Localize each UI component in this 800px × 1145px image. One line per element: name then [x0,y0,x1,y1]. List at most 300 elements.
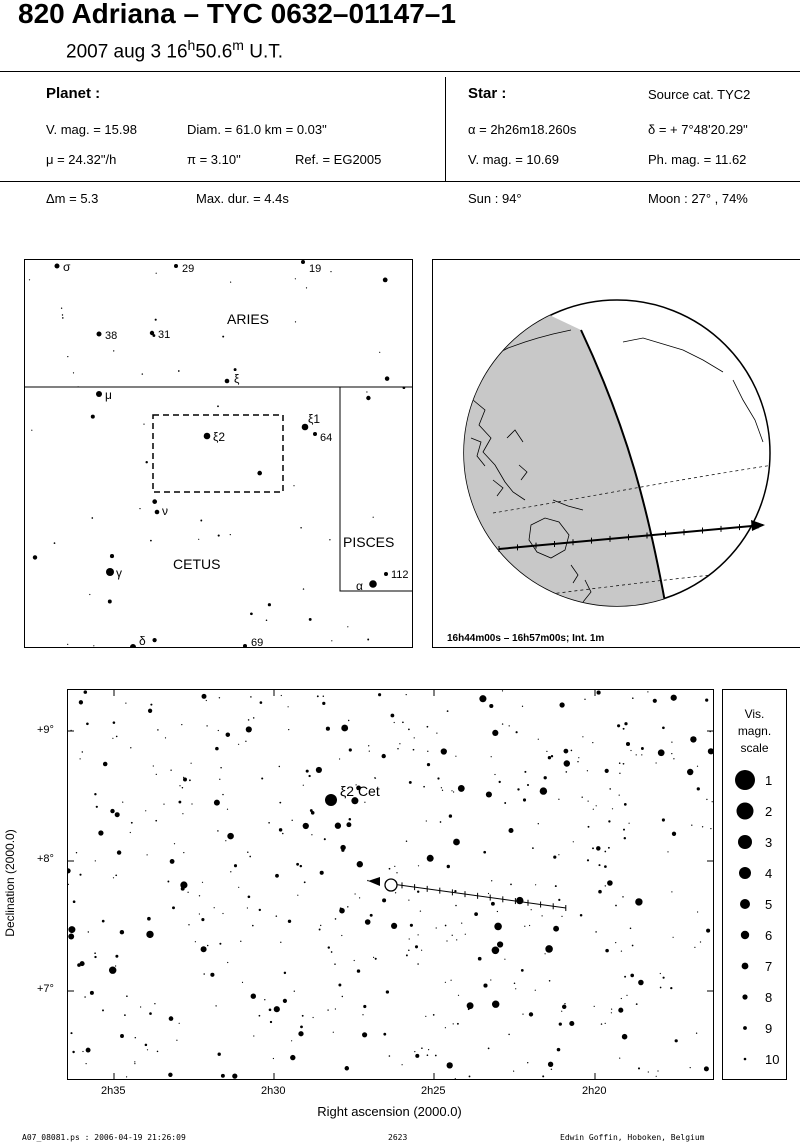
star-69 [243,644,247,647]
star-label-xi: ξ [234,372,240,386]
field-star [91,415,95,419]
field-star [147,1049,148,1050]
globe-svg [433,260,800,647]
field-star [596,805,597,806]
field-star [348,720,349,721]
field-star [605,885,606,886]
field-star [425,1016,426,1017]
field-star [461,923,462,924]
field-star [408,949,410,951]
field-star [671,891,672,892]
field-star [421,950,422,951]
field-star [170,859,175,864]
field-star [238,887,239,888]
field-star [402,1064,403,1065]
field-star [565,771,567,773]
field-star [269,1008,272,1011]
star-label-112: 112 [391,569,409,581]
field-star [369,751,370,752]
field-star [564,1003,565,1004]
field-star [218,730,219,731]
field-star [559,702,564,707]
field-star [414,737,415,738]
field-star [673,937,674,938]
field-star [584,699,585,700]
field-star [630,750,631,751]
field-star [697,911,698,912]
field-star [623,728,625,730]
field-star [418,934,419,935]
field-star [273,1058,274,1059]
field-star [257,471,262,476]
field-star [437,777,439,779]
field-star [497,941,503,947]
field-star [359,897,360,898]
field-star [541,915,542,916]
star-label-64: 64 [320,432,333,444]
field-star [455,1078,456,1079]
ytick-9: +9° [37,724,54,736]
field-star [694,947,695,948]
field-star [279,766,280,767]
field-star [201,918,204,921]
field-star [311,811,315,815]
field-star [712,801,713,802]
field-star [113,350,114,351]
field-star [113,877,114,878]
field-star [385,376,390,381]
field-star [414,1051,415,1052]
label-cetus: CETUS [173,556,221,572]
field-star [621,951,622,952]
field-star [331,951,333,953]
field-star [113,721,116,724]
field-star [335,918,337,920]
field-star [516,731,518,733]
field-star [558,899,560,901]
field-star [293,485,294,486]
field-star [548,1062,553,1067]
field-star [427,855,434,862]
field-star [54,542,56,544]
field-star [198,539,199,540]
field-star [453,839,460,846]
field-star [238,744,239,745]
field-star [183,778,187,782]
field-star [521,969,524,972]
field-star [615,942,616,943]
field-star [215,747,219,751]
field-star [548,756,551,759]
field-star [183,852,184,853]
field-star [82,751,83,752]
field-star [251,994,256,999]
field-star [288,706,289,707]
field-star [542,1075,544,1077]
field-star [300,1026,303,1029]
star-label-19: 19 [309,263,322,275]
field-star [355,893,356,894]
field-star [122,801,123,802]
field-star [624,837,626,839]
field-star [80,758,81,759]
field-star [523,798,526,801]
magnitude-scale [722,689,787,1080]
field-star [250,696,252,698]
field-star [671,753,672,754]
field-star [394,866,395,867]
star-label-xi1: ξ1 [308,412,321,426]
field-star [288,729,289,730]
field-star [706,929,710,933]
field-star [217,405,219,407]
field-star [187,892,188,893]
field-star [373,957,374,958]
star-source-catalog: Source cat. TYC2 [648,87,751,102]
field-star [540,787,547,794]
star-xi [225,379,230,384]
field-star [297,895,298,896]
field-star [31,430,32,431]
field-star [67,356,68,357]
field-star [179,785,180,786]
field-star [467,1002,474,1009]
field-star [623,763,625,765]
field-star [672,832,676,836]
field-star [163,804,164,805]
field-star [134,1061,135,1062]
field-star [154,1003,155,1004]
field-star [155,820,157,822]
field-star [346,822,351,827]
field-star [199,895,200,896]
field-star [329,539,330,540]
field-star [391,714,395,718]
field-star [569,1021,574,1026]
field-star [234,864,237,867]
field-star [488,893,489,894]
field-star [379,352,380,353]
field-star [632,945,634,947]
field-star [491,756,492,757]
field-star [588,801,589,802]
event-datetime: 2007 aug 3 16$^h$50.6$^m$ U.T. [66,37,284,63]
field-star [423,786,425,788]
field-star [488,1048,490,1050]
field-star [62,314,63,315]
field-star [181,887,185,891]
field-star [95,860,96,861]
field-star [474,912,478,916]
star-gamma [106,568,114,576]
field-star [670,987,672,989]
field-star [612,808,613,809]
field-star [710,828,711,829]
field-star [126,995,128,997]
field-star [115,965,116,966]
field-star [587,859,589,861]
field-star [524,926,525,927]
field-star [259,909,261,911]
field-star [108,600,112,604]
field-star [333,1032,334,1033]
star-31 [150,331,154,335]
field-star [608,847,610,849]
field-star [202,882,203,883]
field-star [592,742,593,743]
field-star [513,1071,514,1072]
field-star [611,1009,612,1010]
field-star [700,941,701,942]
field-star [456,939,457,940]
field-star [120,1034,124,1038]
footer-file: A07_08081.ps : 2006-04-19 21:26:09 [22,1133,186,1142]
field-star [219,943,221,945]
field-star [417,890,419,892]
field-star [491,902,495,906]
field-star [555,885,557,887]
field-star [618,1008,623,1013]
field-star [605,769,609,773]
field-star [406,694,407,695]
field-star [29,279,30,280]
field-star [691,825,692,826]
star-19 [301,260,305,264]
field-star [222,794,223,795]
field-star [179,1023,180,1024]
field-star [465,934,466,935]
field-star [450,980,451,981]
star-sigma [55,264,60,269]
field-star [628,823,629,824]
field-star [598,890,602,894]
field-star [245,741,246,742]
field-star [632,697,634,699]
field-star [225,840,226,841]
field-star [421,1047,423,1049]
magnitude-dot-2 [737,803,754,820]
field-star [531,909,532,910]
field-star [195,941,196,942]
globe-visibility-map [432,259,800,648]
field-star [417,963,419,965]
field-star [168,1073,172,1077]
detail-chart-xlabel: Right ascension (2000.0) [317,1104,462,1119]
field-star [266,620,268,622]
field-star [78,386,79,387]
field-star [109,966,116,973]
field-star [577,761,578,762]
field-star [331,640,332,641]
field-star [176,1040,177,1041]
field-star [115,812,120,817]
magnitude-label-4: 4 [765,866,773,881]
field-star [143,424,144,425]
field-star [638,980,644,986]
field-star [522,1013,523,1014]
field-star [436,927,437,928]
field-star [283,999,287,1003]
field-star [617,724,620,727]
field-star [84,996,86,998]
field-star [375,777,376,778]
field-star [189,779,191,781]
field-star [222,913,223,914]
field-star [483,851,486,854]
field-star [490,979,491,980]
field-star [306,287,307,288]
field-star [561,916,562,917]
field-star [335,823,341,829]
field-star [697,766,698,767]
field-star [447,865,450,868]
field-star [317,695,319,697]
field-star [227,833,234,840]
field-star [230,871,231,872]
field-star [319,929,321,931]
field-star [270,1021,272,1023]
field-star [281,695,282,696]
field-star [303,785,304,786]
field-star [94,952,96,954]
field-star [657,1070,658,1071]
field-star [89,594,90,595]
detail-chart-svg [68,690,713,1079]
field-star [268,822,270,824]
field-star [494,923,502,931]
field-star [671,741,672,742]
field-star [453,791,454,792]
field-star [435,1055,437,1057]
field-star [406,840,407,841]
field-star [454,890,456,892]
magnitude-label-2: 2 [765,804,773,819]
field-star [234,368,237,371]
magnitude-dot-6 [741,931,749,939]
field-star [594,1006,595,1007]
field-star [117,850,121,854]
field-star [345,1066,350,1071]
star-label-mu: μ [105,388,112,402]
field-star [200,520,202,522]
divider-top [0,71,800,72]
field-star [240,941,241,942]
field-star [433,1014,435,1016]
sun-altitude: Sun : 94° [468,191,522,206]
field-star [115,874,117,876]
field-star [535,884,536,885]
field-star [486,791,492,797]
field-star [559,1022,562,1025]
field-star [558,799,559,800]
star-label-38: 38 [105,330,118,342]
footer-author: Edwin Goffin, Hoboken, Belgium [560,1133,705,1142]
field-star [671,695,677,701]
field-star [675,1039,678,1042]
magnitude-scale-title: Vis. magn. scale [737,707,772,755]
field-star [68,884,69,885]
field-star [660,973,661,974]
field-star [491,880,492,881]
field-star [167,881,169,883]
field-star [445,1027,446,1028]
star-label-alpha: α [356,579,363,593]
field-star [604,865,607,868]
field-star [619,762,621,764]
field-star [704,1066,709,1071]
field-star [508,1034,510,1036]
field-star [544,776,547,779]
field-star [220,767,221,768]
field-star [246,726,252,732]
field-star [203,973,205,975]
field-star [341,935,342,936]
field-star [276,915,278,917]
field-star [378,693,381,696]
field-star [115,955,118,958]
field-star [546,751,547,752]
field-star [605,949,609,953]
field-star [153,765,154,766]
field-star [157,1051,159,1053]
ytick-8: +8° [37,853,54,865]
field-star [611,1012,612,1013]
field-star [362,1032,367,1037]
field-star [146,931,153,938]
field-star [207,945,209,947]
field-star [621,998,622,999]
field-star [527,784,529,786]
field-star [247,852,248,853]
field-star [441,787,442,788]
field-star [363,1005,366,1008]
field-star [327,1009,328,1010]
field-star [624,803,627,806]
field-star [219,779,220,780]
field-star [402,721,404,723]
field-star [102,1009,104,1011]
xtick-2h30: 2h30 [261,1085,286,1097]
field-star [607,880,613,886]
field-star [364,802,365,803]
field-star [206,700,207,701]
field-star [86,1048,91,1053]
magnitude-dot-3 [738,835,752,849]
field-star [455,905,457,907]
field-star [94,956,96,958]
field-star [658,749,665,756]
field-star [84,690,88,694]
planet-heading: Planet : [46,85,101,102]
field-star [641,754,642,755]
field-star [492,947,500,955]
field-star [249,856,251,858]
field-star [218,535,220,537]
field-star [183,777,184,778]
field-star [551,755,553,757]
field-star [222,336,224,338]
field-star [174,843,175,844]
field-star [660,987,662,989]
field-star [219,697,220,698]
field-star [409,938,410,939]
field-star [125,703,126,704]
field-star [86,723,89,726]
field-star [282,833,284,835]
field-star [508,828,513,833]
field-star [557,1048,561,1052]
field-star [391,923,397,929]
